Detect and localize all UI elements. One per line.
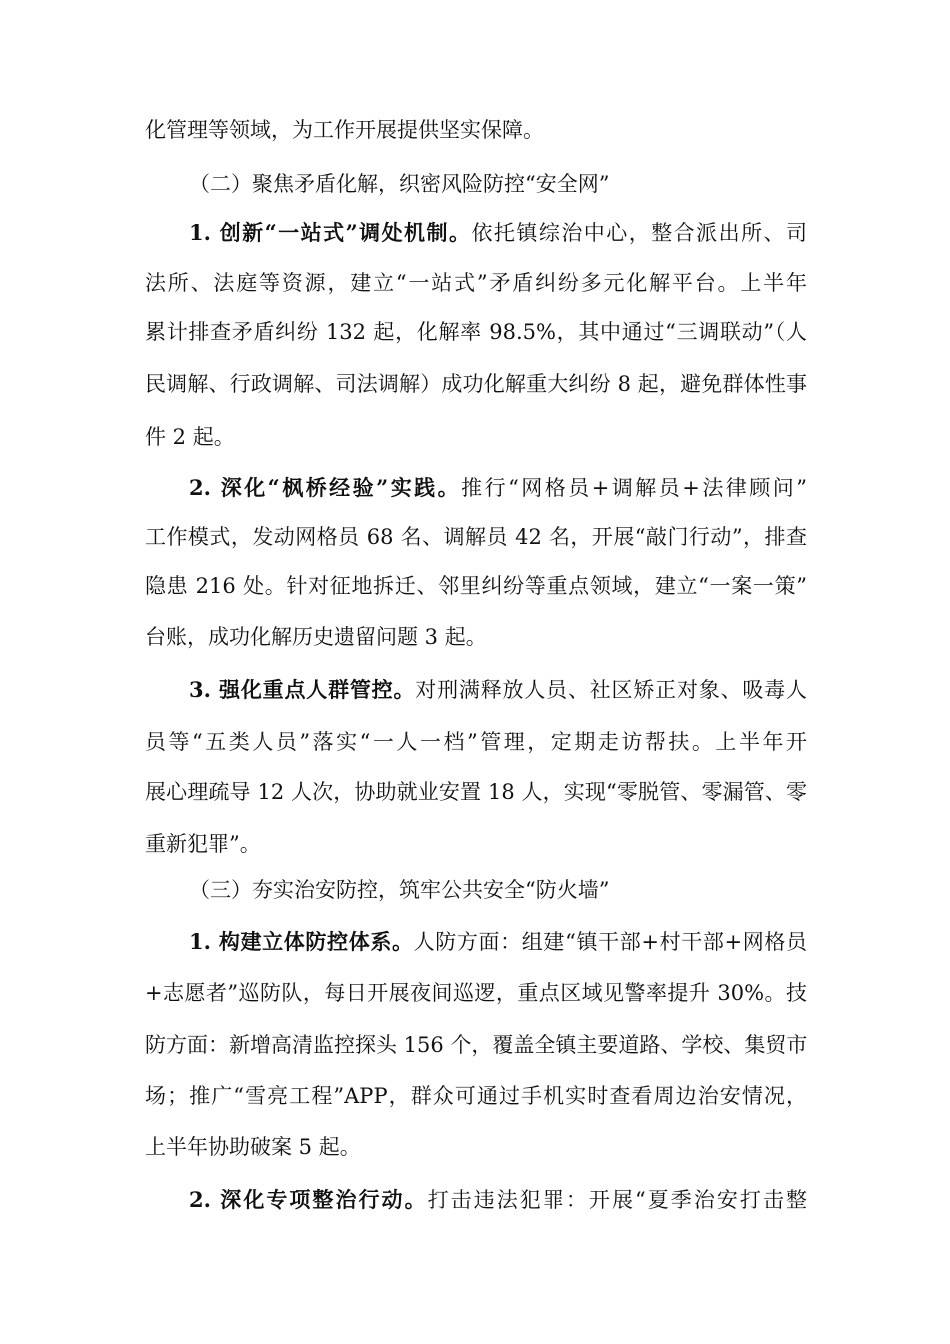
paragraph-line (145, 729, 807, 755)
line-text: 防方面：新增高清监控探头 156 个，覆盖全镇主要道路、学校、集贸市 (145, 1033, 808, 1057)
heading-text: （二）聚焦矛盾化解，织密风险防控“安全网” (189, 172, 610, 196)
line-text: 工作模式，发动网格员 68 名、调解员 42 名，开展“敲门行动”，排查 (145, 525, 807, 549)
line-text: 依托镇综治中心，整合派出所、司 (471, 221, 807, 245)
line-text: 台账，成功化解历史遗留问题 3 起。 (145, 625, 487, 649)
paragraph-line (145, 980, 807, 1006)
line-text: 法所、法庭等资源，建立“一站式”矛盾纠纷多元化解平台。上半年 (145, 271, 807, 295)
paragraph-line (145, 624, 807, 650)
paragraph-line (145, 573, 807, 599)
heading-text: （三）夯实治安防控，筑牢公共安全“防火墙” (189, 878, 610, 902)
line-text: 打击违法犯罪：开展“夏季治安打击整 (427, 1188, 808, 1212)
line-text: 件 2 起。 (145, 425, 235, 449)
paragraph-line (145, 1032, 807, 1058)
paragraph-line (145, 424, 807, 450)
subheading-bold: 2. 深化专项整治行动。 (189, 1187, 428, 1212)
subheading-bold: 1. 构建立体防控体系。 (189, 929, 414, 954)
paragraph-line (145, 371, 807, 397)
subheading-bold: 3. 强化重点人群管控。 (189, 677, 416, 702)
paragraph-line (145, 779, 807, 805)
line-text: 累计排查矛盾纠纷 132 起，化解率 98.5%，其中通过“三调联动”（人 (145, 320, 807, 344)
paragraph-line (189, 929, 807, 955)
subheading-bold: 1. 创新“一站式”调处机制。 (189, 220, 472, 245)
paragraph-line (145, 831, 807, 857)
line-text: 民调解、行政调解、司法调解）成功化解重大纠纷 8 起，避免群体性事 (145, 372, 807, 396)
paragraph-line (145, 319, 807, 345)
line-text: 对刑满释放人员、社区矫正对象、吸毒人 (415, 678, 807, 702)
paragraph-line (145, 270, 807, 296)
section-heading-2 (189, 171, 609, 197)
line-text: +志愿者”巡防队，每日开展夜间巡逻，重点区域见警率提升 30%。技 (145, 981, 807, 1005)
paragraph-line (145, 1134, 807, 1160)
subheading-bold: 2. 深化“枫桥经验”实践。 (189, 475, 462, 500)
paragraph-line (189, 475, 807, 501)
paragraph-line (145, 117, 807, 143)
line-text: 场；推广“雪亮工程”APP，群众可通过手机实时查看周边治安情况， (145, 1084, 807, 1108)
paragraph-line (189, 677, 807, 703)
line-text: 员等“五类人员”落实“一人一档”管理，定期走访帮扶。上半年开 (145, 730, 807, 754)
line-text: 上半年协助破案 5 起。 (145, 1135, 361, 1159)
paragraph-line (145, 1083, 807, 1109)
line-text: 化管理等领域，为工作开展提供坚实保障。 (145, 118, 544, 142)
paragraph-line (145, 524, 807, 550)
line-text: 隐患 216 处。针对征地拆迁、邻里纠纷等重点领域，建立“一案一策” (145, 574, 807, 598)
line-text: 展心理疏导 12 人次，协助就业安置 18 人，实现“零脱管、零漏管、零 (145, 780, 807, 804)
section-heading-3 (189, 877, 609, 903)
line-text: 推行“网格员+调解员+法律顾问” (461, 476, 807, 500)
line-text: 人防方面：组建“镇干部+村干部+网格员 (413, 930, 807, 954)
line-text: 重新犯罪”。 (145, 832, 261, 856)
paragraph-line (189, 220, 807, 246)
paragraph-line (189, 1187, 807, 1213)
